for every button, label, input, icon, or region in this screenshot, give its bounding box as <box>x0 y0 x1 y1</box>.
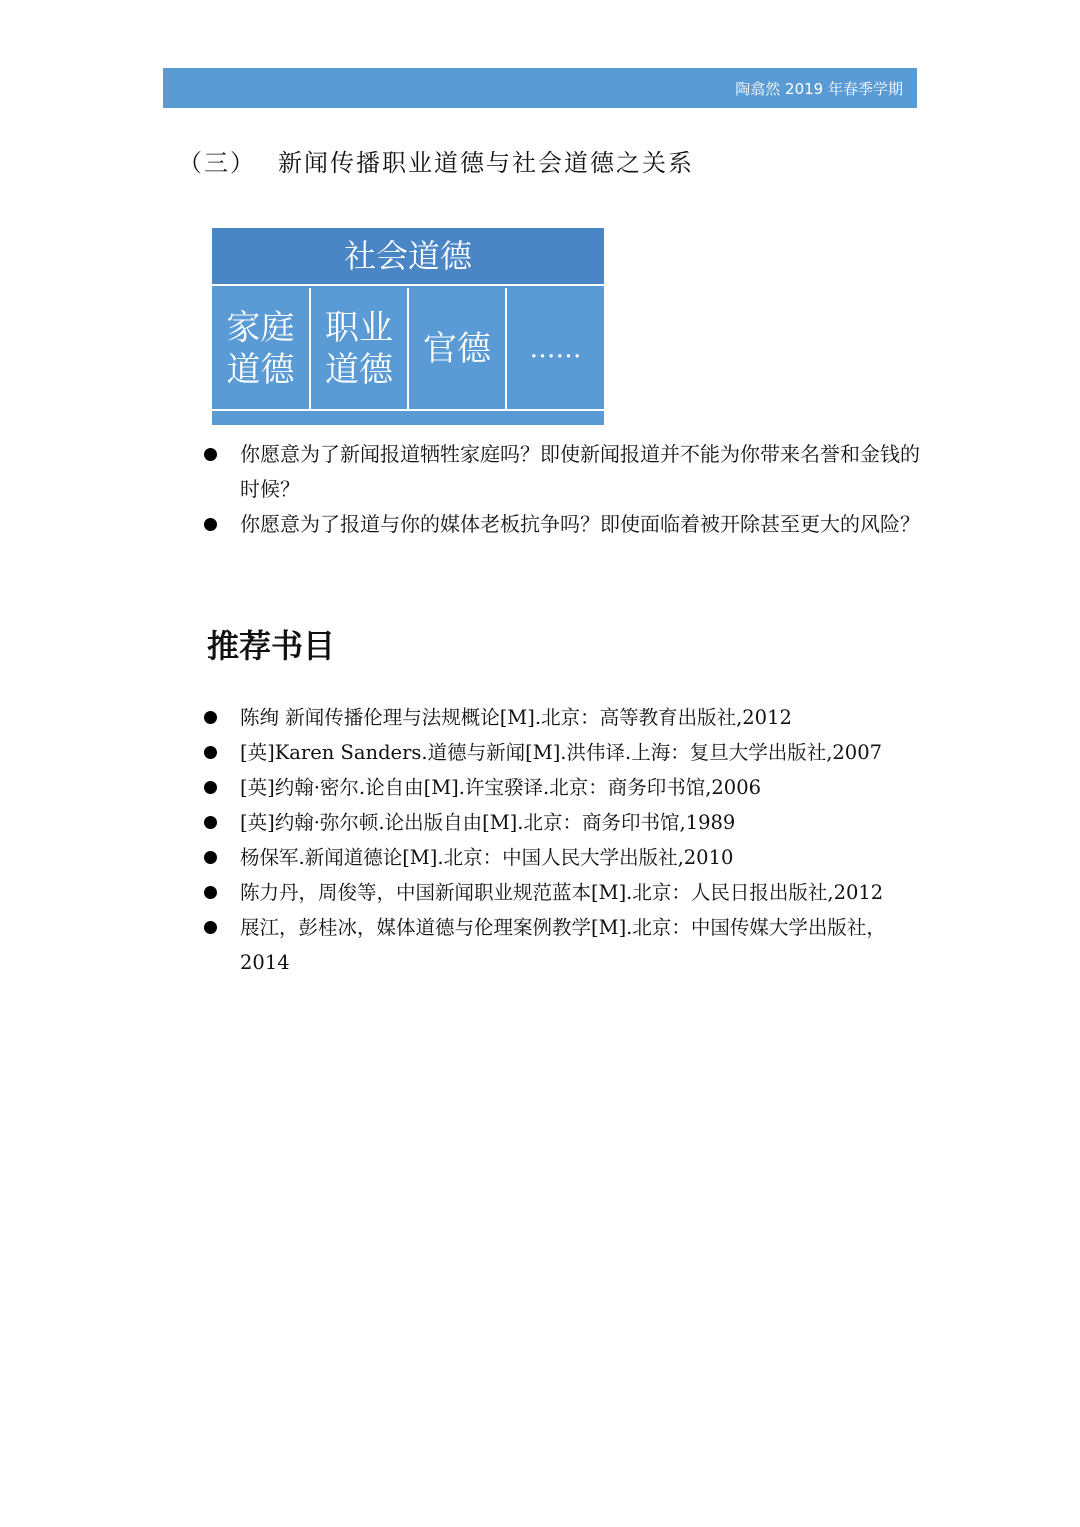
bullet-icon <box>204 921 217 934</box>
reference-text: 陈绚 新闻传播伦理与法规概论[M].北京：高等教育出版社,2012 <box>240 706 792 729</box>
section-number: （三） <box>178 149 256 177</box>
reference-item <box>200 700 920 735</box>
section-heading: 新闻传播职业道德与社会道德之关系 <box>278 149 694 177</box>
bullet-icon <box>204 711 217 724</box>
header-text: 陶翕然 2019 年春季学期 <box>735 80 903 98</box>
list-item <box>200 507 920 542</box>
diagram-cell-label: 官德 <box>423 329 491 369</box>
section-title <box>178 143 694 178</box>
reference-item <box>200 770 920 805</box>
bullet-icon <box>204 816 217 829</box>
bullet-icon <box>204 851 217 864</box>
list-item <box>200 437 920 507</box>
diagram-cell-official <box>409 288 505 410</box>
references-list <box>200 700 920 980</box>
diagram-top-label: 社会道德 <box>212 228 604 286</box>
diagram-cell-label: 职业 道德 <box>325 308 393 390</box>
page-header-bar <box>163 68 917 108</box>
reference-item <box>200 910 920 980</box>
reference-text: 陈力丹，周俊等，中国新闻职业规范蓝本[M].北京：人民日报出版社,2012 <box>240 881 884 904</box>
diagram-cell-family <box>212 288 309 410</box>
references-heading: 推荐书目 <box>207 627 336 665</box>
reference-text: [英]约翰·密尔.论自由[M].许宝骙译.北京：商务印书馆,2006 <box>240 776 762 799</box>
bullet-icon <box>204 886 217 899</box>
reference-item <box>200 805 920 840</box>
diagram-bottom-line <box>212 409 604 411</box>
social-morality-diagram <box>212 228 604 425</box>
reference-item <box>200 840 920 875</box>
diagram-cell-label: …… <box>529 334 582 364</box>
question-list <box>200 437 920 542</box>
bullet-icon <box>204 781 217 794</box>
reference-item <box>200 735 920 770</box>
bullet-icon <box>204 746 217 759</box>
bullet-icon <box>204 448 217 461</box>
reference-text: 展江，彭桂冰，媒体道德与伦理案例教学[M].北京：中国传媒大学出版社，2014 <box>240 916 886 974</box>
diagram-cell-professional <box>311 288 407 410</box>
reference-text: [英]约翰·弥尔顿.论出版自由[M].北京：商务印书馆,1989 <box>240 811 736 834</box>
diagram-cell-etc <box>507 288 604 410</box>
reference-text: 杨保军.新闻道德论[M].北京：中国人民大学出版社,2010 <box>240 846 734 869</box>
question-text: 你愿意为了新闻报道牺牲家庭吗？即使新闻报道并不能为你带来名誉和金钱的时候？ <box>240 442 920 501</box>
bullet-icon <box>204 518 217 531</box>
reference-item <box>200 875 920 910</box>
reference-text: [英]Karen Sanders.道德与新闻[M].洪伟译.上海：复旦大学出版社,2007 <box>240 741 883 764</box>
diagram-cell-label: 家庭 道德 <box>226 308 295 390</box>
question-text: 你愿意为了报道与你的媒体老板抗争吗？即使面临着被开除甚至更大的风险？ <box>240 512 920 536</box>
